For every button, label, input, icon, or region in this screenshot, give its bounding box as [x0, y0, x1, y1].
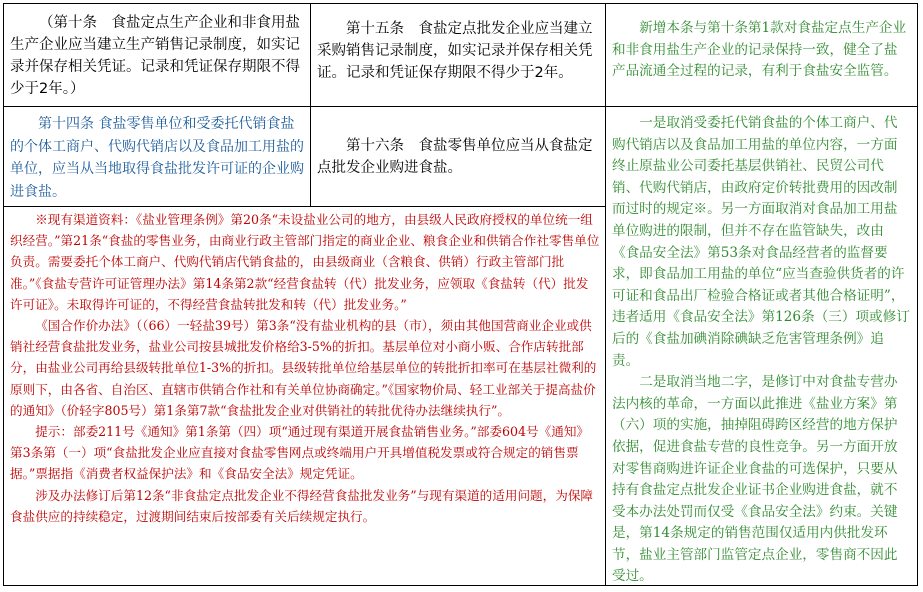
- row2-original-text: 第十四条 食盐零售单位和受委托代销食盐的个体工商户、代购代销店以及食品加工用盐的单位，应当从当地取得食盐批发许可证的企业购进食盐。: [10, 116, 304, 200]
- row2-explanation-cell: [605, 106, 918, 586]
- comparison-table: [3, 3, 918, 586]
- row1-explanation-cell: [605, 3, 918, 107]
- note-paragraph: 涉及办法修订后第12条“非食盐定点批发企业不得经营食盐批发业务”与现有渠道的适用问题，为保障食盐供应的持续稳定，过渡期间结束后按部委有关后续规定执行。: [10, 487, 594, 524]
- row1-revised-text: 第十五条 食盐定点批发企业应当建立采购销售记录制度，如实记录并保存相关凭证。记录和凭证保存期限不得少于2年。: [317, 21, 593, 81]
- row2-revised-article-cell: [310, 106, 606, 207]
- explanation-paragraph: 二是取消当地二字，是修订中对食盐专营办法内核的革命，一方面以此推进《盐业方案》第（六）项的实施，抽掉阻碍跨区经营的地方保护依据，促进食盐专营的良性竞争。另一方面开放对零售商购进许证企业食盐的可选保护，只要从持有食盐定点批发企业证书企业购进食盐，就不受本办法处罚而仅受《食品安全法》约束。关键是，第14条规定的销售范围仅适用内供批发环节，盐业主管部门监管定点企业，零售商不因此受过。: [612, 374, 898, 585]
- row2-revised-text: 第十六条 食盐零售单位应当从食盐定点批发企业购进食盐。: [317, 138, 593, 176]
- row1-revised-article-cell: [310, 3, 606, 107]
- note-paragraph: ※现有渠道资料：《盐业管理条例》第20条“未设盐业公司的地方，由县级人民政府授权的单位统一组织经营。”第21条“食盐的零售业务，由商业行政主管部门指定的商业企业、粮食企业和供销合作社零售单位负责。需要委托个体工商户、代购代销店代销食盐的，由县级商业（含粮食、供销）行政主管部门批准。”《食盐专营许可证管理办法》第14条第2款“经营食盐转（代）批发业务，应领取《食盐转（代）批发许可证》。未取得许可证的，不得经营食盐转批发和转（代）批发业务。”: [10, 212, 600, 312]
- note-paragraph: 《国合作价办法》（（66）一轻盐39号）第3条“没有盐业机构的县（市），须由其他国营商业企业或供销社经营食盐批发业务，盐业公司按县城批发价格给3-5%的折扣。基层单位对小商小贩、合作店转批部分，由盐业公司再给县级转批单位1-3%的折扣。县级转批单位给基层单位的转批折扣率可在基层社微利的原则下，由各省、自治区、直辖市供销合作社和有关单位协商确定。”《国家物价局、轻工业部关于提高盐价的通知》（价轻字805号）第1条第7款“食盐批发企业对供销社的转批优待办法继续执行”。: [10, 318, 597, 418]
- row1-explanation-text: 新增本条与第十条第1款对食盐定点生产企业和非食用盐生产企业的记录保持一致，健全了盐产品流通全过程的记录，有利于食盐安全监管。: [612, 20, 907, 80]
- note-paragraph: 提示：部委211号《通知》第1条第（四）项“通过现有渠道开展食盐销售业务。”部委604号《通知》第3条第（一）项“食盐批发企业应直接对食盐零售网点或终端用户开具增值税发票或符合规定的销售票据。”票据指《消费者权益保护法》和《食品安全法》规定凭证。: [10, 424, 590, 482]
- row1-original-text: （第十条 食盐定点生产企业和非食用盐生产企业应当建立生产销售记录制度，如实记录并保存相关凭证。记录和凭证保存期限不得少于2年。）: [10, 15, 300, 97]
- row1-original-article-cell: [3, 3, 311, 107]
- channel-notes-cell: [3, 206, 606, 586]
- row2-original-article-cell: [3, 106, 311, 207]
- explanation-paragraph: 一是取消受委托代销食盐的个体工商户、代购代销店以及食品加工用盐的单位内容，一方面终止原盐业公司委托基层供销社、民贸公司代销、代购代销店，由政府定价转批费用的因改制而过时的规定※。另一方面取消对食品加工用盐单位购进的限制，但并不存在监管缺失，改由《食品安全法》第53条对食品经营者的监督要求，即食品加工用盐的单位“应当查验供货者的许可证和食品出厂检验合格证或者其他合格证明”，违者适用《食品安全法》第126条（三）项或修订后的《食盐加碘消除碘缺乏危害管理条例》追责。: [612, 115, 910, 369]
